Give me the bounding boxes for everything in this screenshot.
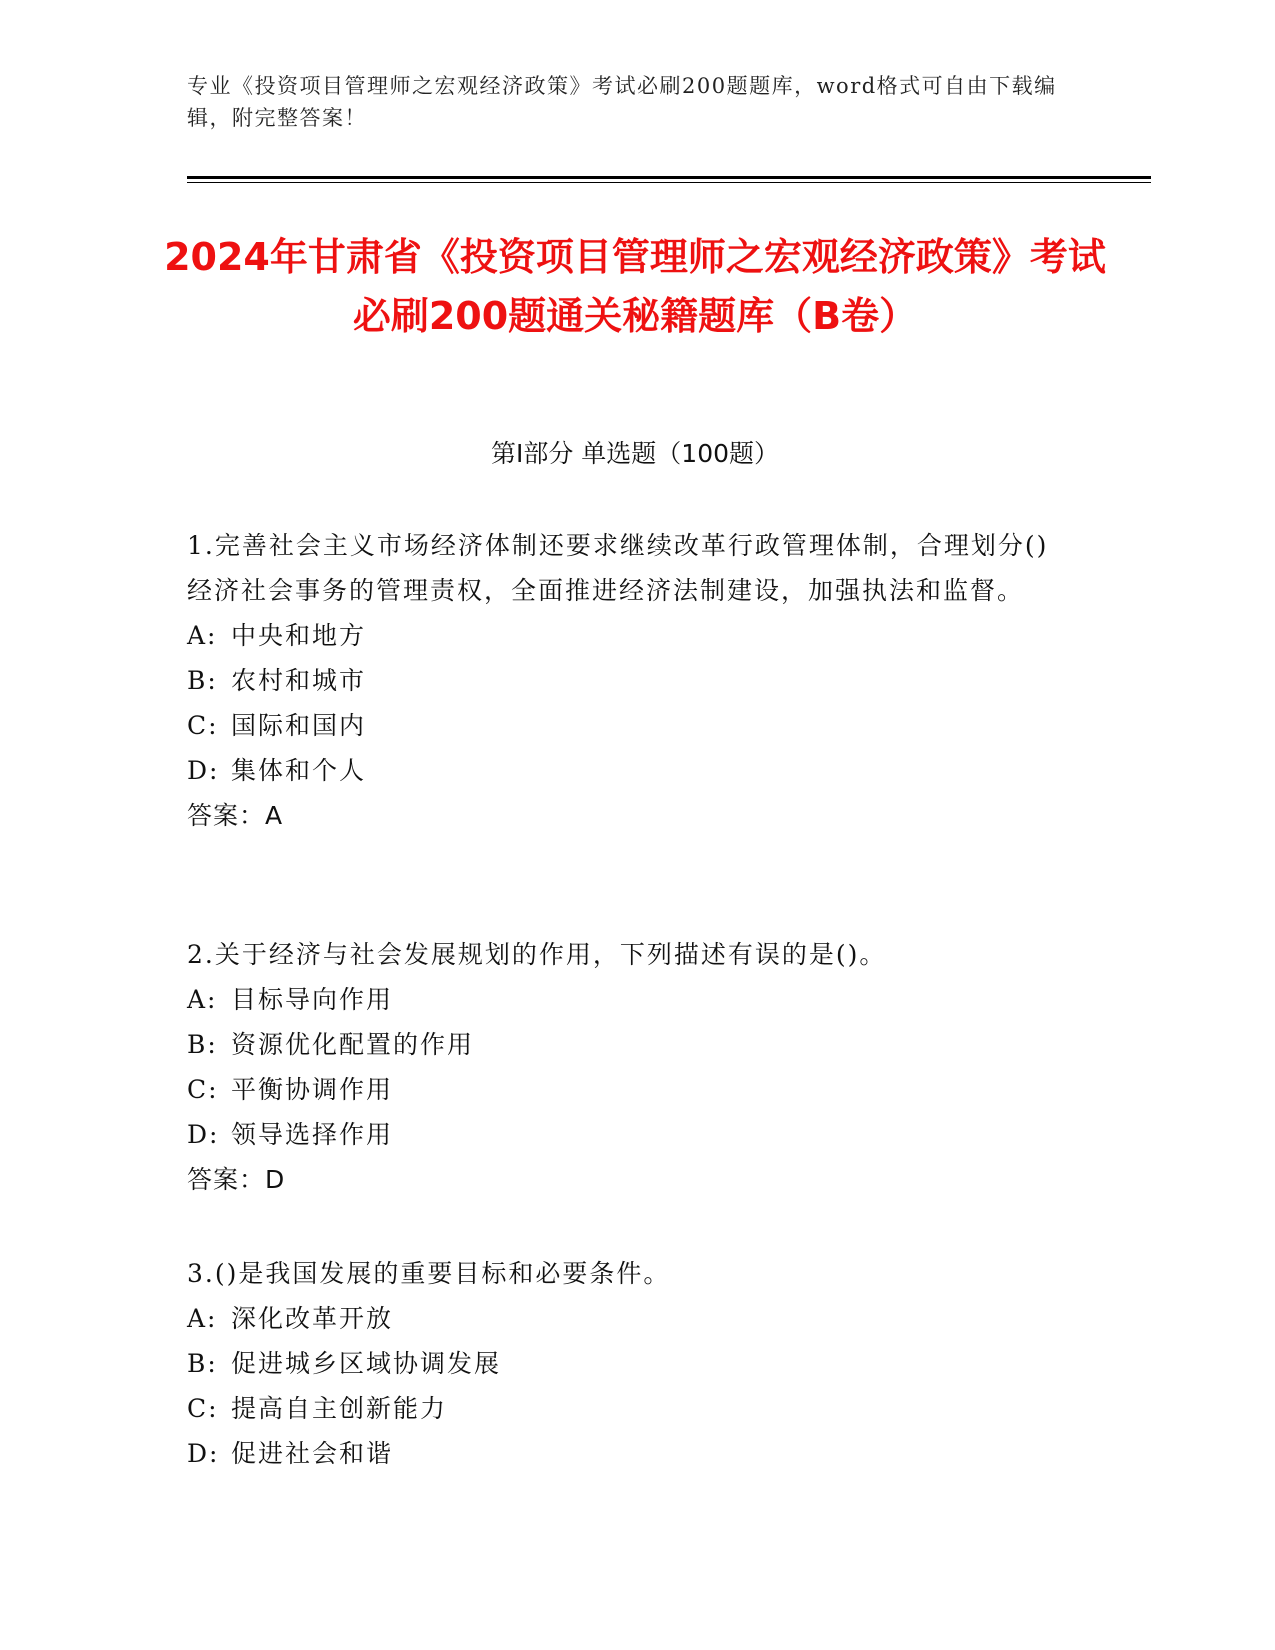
option-letter: D:: [187, 1120, 220, 1149]
question-stem: 3.()是我国发展的重要目标和必要条件。: [187, 1259, 671, 1288]
option-text: 农村和城市: [231, 666, 367, 695]
option-d: [187, 1431, 1067, 1476]
option-letter: C:: [187, 1075, 219, 1104]
option-a: [187, 613, 1067, 658]
section-title: 第I部分 单选题（100题）: [490, 439, 780, 468]
option-text: 目标导向作用: [231, 985, 394, 1014]
option-text: 提高自主创新能力: [231, 1394, 448, 1423]
option-letter: A:: [187, 985, 218, 1014]
question-3: [187, 1251, 1067, 1476]
question-1: [187, 523, 1067, 838]
option-letter: B:: [187, 1349, 218, 1378]
header-note: 专业《投资项目管理师之宏观经济政策》考试必刷200题题库，word格式可自由下载编辑，附完整答案！: [187, 74, 1057, 130]
option-a: [187, 1296, 1067, 1341]
option-text: 资源优化配置的作用: [231, 1030, 475, 1059]
question-stem: 1.完善社会主义市场经济体制还要求继续改革行政管理体制，合理划分()经济社会事务的管理责权，全面推进经济法制建设，加强执法和监督。: [187, 531, 1049, 605]
option-c: [187, 703, 1067, 748]
option-b: [187, 1022, 1067, 1067]
document-title: 2024年甘肃省《投资项目管理师之宏观经济政策》考试必刷200题通关秘籍题库（B卷）: [164, 235, 1106, 338]
option-b: [187, 658, 1067, 703]
option-text: 平衡协调作用: [231, 1075, 394, 1104]
option-b: [187, 1341, 1067, 1386]
option-letter: D:: [187, 1439, 220, 1468]
option-letter: C:: [187, 711, 219, 740]
option-text: 促进城乡区域协调发展: [231, 1349, 502, 1378]
option-a: [187, 977, 1067, 1022]
header-divider-thick: [187, 176, 1151, 179]
option-letter: D:: [187, 756, 220, 785]
answer-line: 答案：D: [187, 1165, 286, 1194]
option-text: 中央和地方: [231, 621, 367, 650]
option-letter: B:: [187, 666, 218, 695]
answer-line: 答案：A: [187, 801, 284, 830]
option-letter: A:: [187, 1304, 218, 1333]
option-text: 集体和个人: [231, 756, 367, 785]
header-divider-thin: [187, 182, 1151, 183]
option-text: 国际和国内: [231, 711, 367, 740]
option-d: [187, 1112, 1067, 1157]
question-stem: 2.关于经济与社会发展规划的作用，下列描述有误的是()。: [187, 940, 887, 969]
option-c: [187, 1386, 1067, 1431]
option-text: 领导选择作用: [231, 1120, 394, 1149]
option-text: 促进社会和谐: [231, 1439, 394, 1468]
option-letter: A:: [187, 621, 218, 650]
option-c: [187, 1067, 1067, 1112]
question-2: [187, 932, 1067, 1202]
option-text: 深化改革开放: [231, 1304, 394, 1333]
option-letter: B:: [187, 1030, 218, 1059]
option-d: [187, 748, 1067, 793]
option-letter: C:: [187, 1394, 219, 1423]
